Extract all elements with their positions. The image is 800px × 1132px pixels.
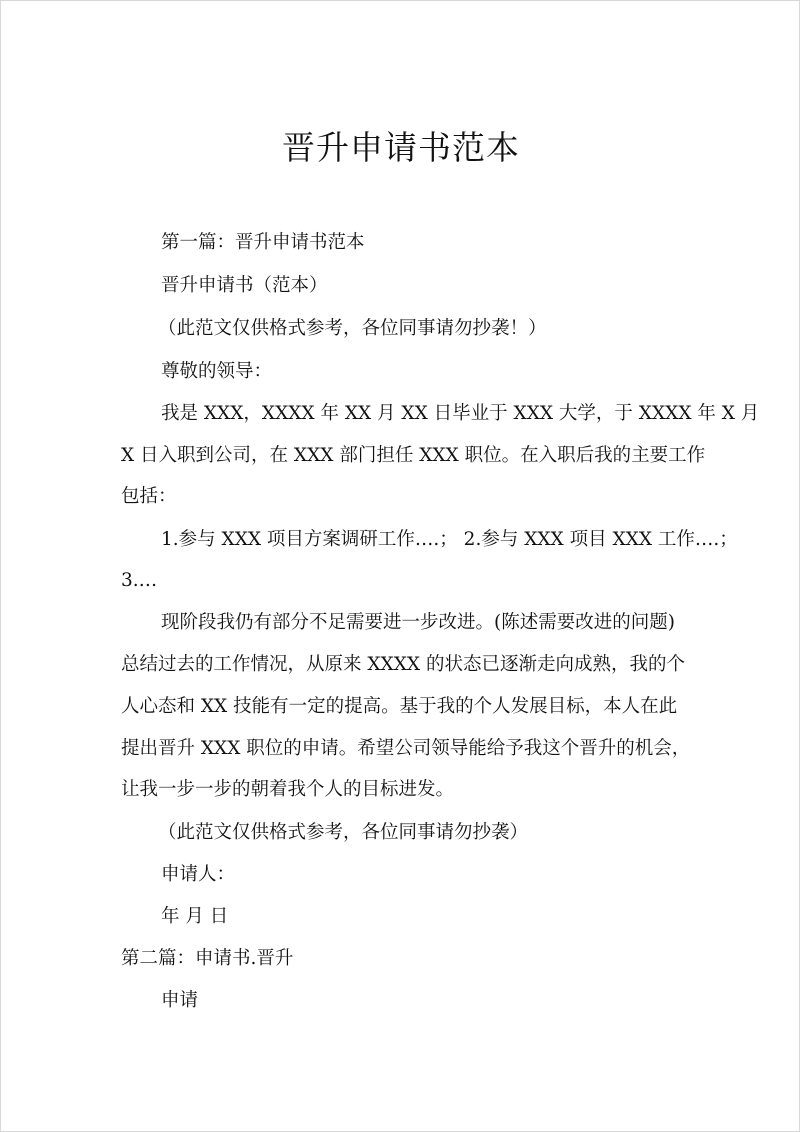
subtitle-line: 晋升申请书（范本）	[161, 275, 328, 296]
date-line: 年 月 日	[161, 906, 229, 927]
body-line-1: 我是 XXX，XXXX 年 XX 月 XX 日毕业于 XXX 大学，于 XXXX 年 X 月	[161, 403, 760, 424]
applicant-line: 申请人：	[161, 864, 236, 885]
notice-line-1: （此范文仅供格式参考，各位同事请勿抄袭！）	[158, 318, 547, 339]
section-heading-1: 第一篇：晋升申请书范本	[161, 232, 365, 253]
body-line-6: 现阶段我仍有部分不足需要进一步改进。(陈述需要改进的问题)	[161, 612, 675, 633]
section-start-line: 申请	[161, 990, 199, 1011]
notice-line-2: （此范文仅供格式参考，各位同事请勿抄袭）	[158, 822, 529, 843]
body-line-9: 提出晋升 XXX 职位的申请。希望公司领导能给予我这个晋升的机会，	[121, 738, 691, 759]
salutation-line: 尊敬的领导：	[161, 361, 273, 382]
body-line-4: 1.参与 XXX 项目方案调研工作….； 2.参与 XXX 项目 XXX 工作….；	[161, 529, 738, 550]
body-line-10: 让我一步一步的朝着我个人的目标进发。	[121, 779, 455, 800]
body-line-7: 总结过去的工作情况，从原来 XXXX 的状态已逐渐走向成熟，我的个	[121, 654, 685, 675]
body-line-5: 3.…	[121, 570, 158, 591]
body-line-8: 人心态和 XX 技能有一定的提高。基于我的个人发展目标，本人在此	[121, 696, 678, 717]
body-line-2: X 日入职到公司，在 XXX 部门担任 XXX 职位。在入职后我的主要工作	[121, 445, 706, 466]
document-title: 晋升申请书范本	[282, 128, 520, 167]
body-line-3: 包括：	[121, 486, 177, 507]
section-heading-2: 第二篇：申请书.晋升	[121, 948, 294, 969]
